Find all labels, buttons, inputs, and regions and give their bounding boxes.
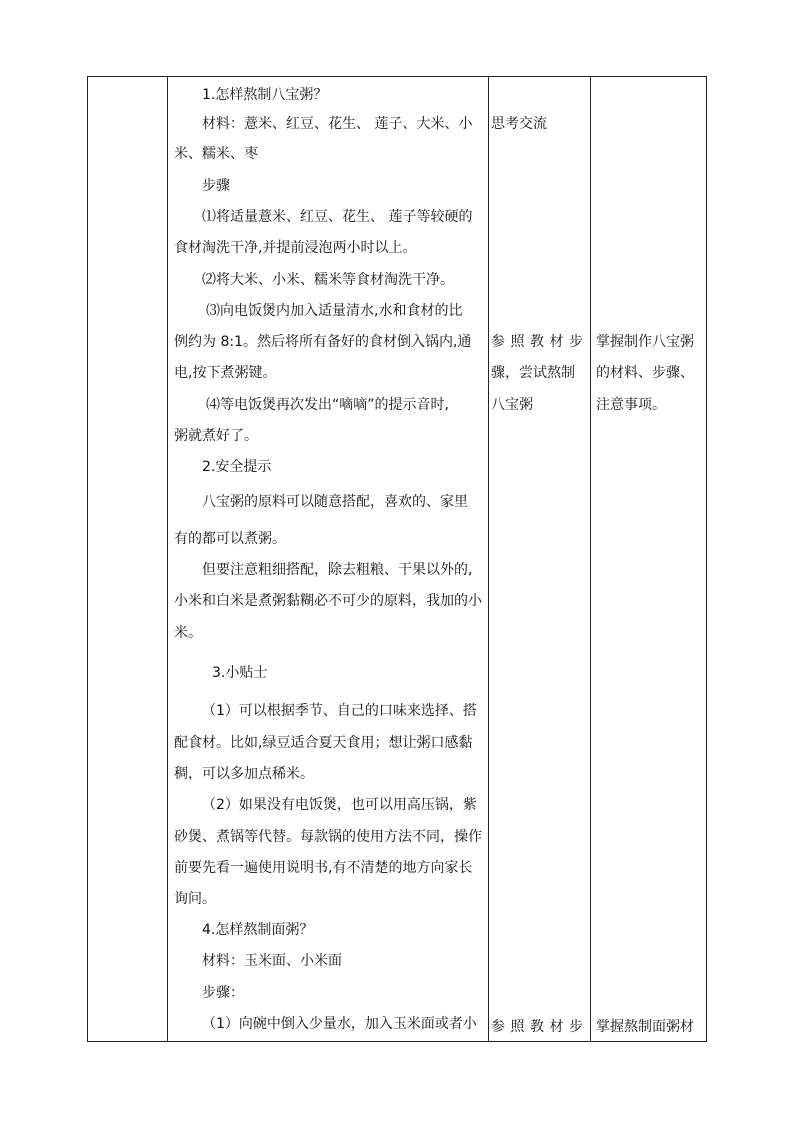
activity-char: 步 (569, 1019, 583, 1035)
content-line: 询问。 (174, 891, 216, 907)
activity-char: 照 (510, 334, 525, 350)
activity-line-justified (491, 1017, 583, 1037)
lesson-table (87, 76, 707, 1042)
content-line: 但要注意粗细搭配，除去粗粮、干果以外的, (202, 562, 473, 578)
content-line: ⑶向电饭煲内加入适量清水,水和食材的比 (206, 303, 463, 319)
goal-line: 掌握熬制面粥材 (596, 1019, 694, 1035)
content-line: ⑴将适量薏米、红豆、花生、 莲子等较硬的 (202, 209, 473, 225)
activity-line: 思考交流 (491, 116, 547, 132)
activity-char: 步 (569, 334, 583, 350)
goal-line: 掌握制作八宝粥 (596, 334, 694, 350)
activity-line: 八宝粥 (491, 397, 533, 413)
activity-char: 参 (491, 334, 505, 350)
activity-char: 材 (549, 1019, 564, 1035)
content-line: 前要先看一遍使用说明书,有不清楚的地方向家长 (174, 860, 473, 876)
content-line: 砂煲、煮锅等代替。每款锅的使用方法不同，操作 (174, 829, 482, 845)
content-line: ⑷等电饭煲再次发出“嘀嘀”的提示音时, (206, 397, 449, 413)
content-line: 小米和白米是煮粥黏糊必不可少的原料，我加的小 (174, 593, 482, 609)
goal-line: 的材料、步骤、 (596, 365, 694, 381)
activity-line-justified (491, 332, 583, 352)
content-line: 稠，可以多加点稀米。 (174, 766, 314, 782)
content-line: 粥就煮好了。 (174, 428, 258, 444)
activity-char: 照 (510, 1019, 525, 1035)
content-line: 食材淘洗干净,并提前浸泡两小时以上。 (174, 240, 417, 256)
goal-line: 注意事项。 (596, 397, 666, 413)
content-line: 电,按下煮粥键。 (174, 365, 277, 381)
content-line: 步骤： (202, 985, 244, 1001)
content-line: 例约为 8:1。然后将所有备好的食材倒入锅内,通 (174, 334, 472, 350)
content-line: 米、糯米、枣 (174, 146, 258, 162)
content-line: 有的都可以煮粥。 (174, 531, 286, 547)
activity-char: 教 (530, 334, 544, 350)
content-line: 材料：玉米面、小米面 (202, 953, 342, 969)
activity-line: 骤，尝试熬制 (491, 365, 575, 381)
content-line: （1）可以根据季节、自己的口味来选择、搭 (202, 703, 477, 719)
content-line: 3.小贴士 (212, 665, 268, 681)
content-line: 1.怎样熬制八宝粥？ (202, 87, 328, 103)
content-line: 2.安全提示 (202, 459, 272, 475)
content-line: 4.怎样熬制面粥？ (202, 922, 314, 938)
activity-char: 教 (530, 1019, 544, 1035)
content-line: 配食材。比如,绿豆适合夏天食用；想让粥口感黏 (174, 735, 473, 751)
content-line: 步骤 (202, 178, 230, 194)
activity-char: 材 (549, 334, 564, 350)
content-line: 八宝粥的原料可以随意搭配，喜欢的、家里 (202, 494, 468, 510)
column-divider (590, 77, 591, 1041)
activity-char: 参 (491, 1019, 505, 1035)
content-line: （1）向碗中倒入少量水，加入玉米面或者小 (202, 1016, 477, 1032)
content-line: 材料：薏米、红豆、花生、 莲子、大米、小 (202, 116, 473, 132)
content-line: ⑵将大米、小米、糯米等食材淘洗干净。 (202, 272, 454, 288)
content-line: （2）如果没有电饭煲，也可以用高压锅，紫 (202, 797, 477, 813)
content-line: 米。 (174, 625, 202, 641)
